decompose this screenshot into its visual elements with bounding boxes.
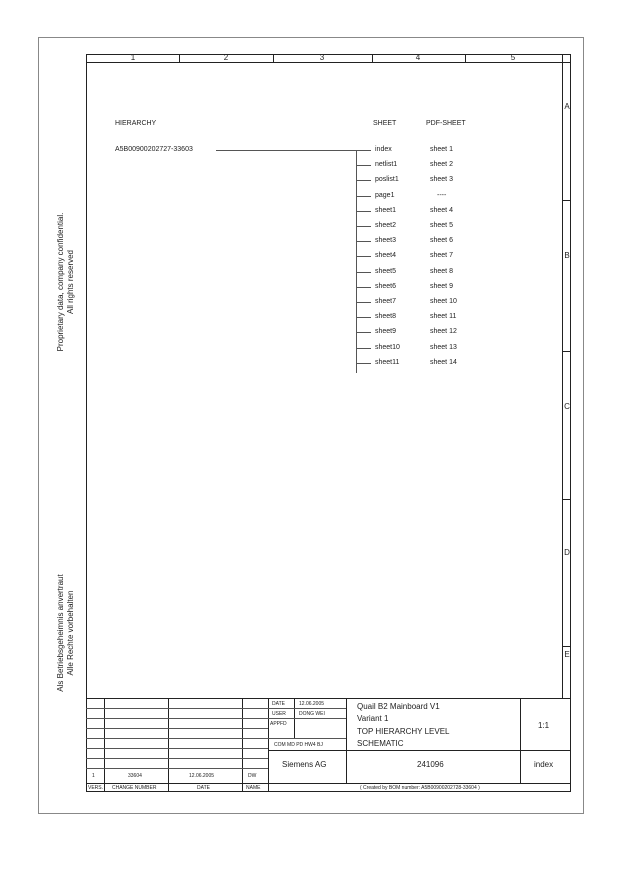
pdf-sheet-entry: ---- [437,191,447,199]
confidential-notice-en [56,202,76,362]
confidential-line-2: All rights reserved [66,249,75,315]
row-letter-d: D [564,548,570,557]
column-number-4: 4 [415,53,421,62]
user-value: DONG WEI [299,711,325,717]
column-divider [465,54,466,62]
rev-change-number-value: 33604 [128,773,142,779]
pdf-sheet-entry: sheet 13 [430,343,457,351]
hierarchy-heading: HIERARCHY [115,120,157,127]
sheet-entry: sheet3 [375,237,397,245]
tree-branch [356,256,371,257]
sheet-entry: sheet7 [375,298,397,305]
hierarchy-root: A5B00900202727-33603 [115,146,193,153]
sheet-entry: sheet11 [375,358,400,366]
rev-col-divider [268,698,269,792]
sheet-entry: sheet8 [375,313,397,321]
sheet-entry: netlist1 [375,161,398,169]
rev-row-line [86,748,268,749]
rev-row-line [86,768,268,769]
rev-row-line [86,738,268,739]
pdf-sheet-heading: PDF-SHEET [426,120,466,127]
tree-branch [356,180,371,181]
row-divider [562,646,571,647]
tree-branch [356,150,371,151]
rev-name-value: DW [248,773,257,779]
meta-row-line [268,708,346,709]
pdf-sheet-entry: sheet 6 [430,237,453,245]
pdf-sheet-entry: sheet 3 [430,176,453,184]
pdf-sheet-entry: sheet 9 [430,282,453,290]
rev-row-line [86,758,268,759]
root-connector [216,150,356,151]
row-letter-e: E [564,650,570,659]
rev-row-line [86,708,268,709]
tree-branch [356,272,371,273]
tree-branch [356,211,371,212]
meta-col-divider [346,698,347,783]
pdf-sheet-entry: sheet 11 [430,313,457,321]
column-divider [372,54,373,62]
rev-date-value: 12.06.2005 [189,773,215,779]
user-label: USER [272,711,286,717]
title-block-top [86,698,571,699]
sheet-heading: SHEET [373,120,397,127]
created-by-note: ( Created by BOM number: A5B00900202728-33604 ) [360,785,480,791]
title-line-1: Quail B2 Mainboard V1 [357,702,440,711]
scale-col-divider [520,698,521,783]
column-divider [562,54,563,62]
company-name: Siemens AG [282,760,327,769]
tree-branch [356,348,371,349]
tree-trunk [356,150,357,373]
tree-branch [356,287,371,288]
rev-col-divider [168,698,169,792]
column-divider [273,54,274,62]
title-line-2: Variant 1 [357,714,389,723]
title-line-3: TOP HIERARCHY LEVEL [357,727,450,736]
pdf-sheet-entry: sheet 14 [430,358,457,366]
sheet-entry: poslist1 [375,176,399,184]
confidential-notice-de [56,568,76,698]
rev-name-header: NAME [246,785,261,791]
row-divider [562,200,571,201]
rev-change-number-header: CHANGE NUMBER [112,785,157,791]
confidential-line-1: Proprietary data, company confidential. [56,212,65,352]
rev-row-line [86,718,268,719]
appfd-label: APPFD [270,721,287,727]
row-letter-b: B [564,251,570,260]
tree-branch [356,196,371,197]
title-block-footer-line [86,783,571,784]
sheet-entry: sheet1 [375,206,397,214]
row-divider [562,351,571,352]
drawing-number: 241096 [417,760,444,769]
column-number-5: 5 [510,53,516,62]
column-strip-line [86,62,571,63]
tree-branch [356,241,371,242]
pdf-sheet-entry: sheet 7 [430,252,453,260]
sheet-entry: sheet6 [375,282,397,290]
pdf-sheet-entry: sheet 1 [430,146,453,153]
pdf-sheet-entry: sheet 10 [430,298,457,305]
rev-col-divider [242,698,243,792]
sheet-entry: sheet2 [375,222,397,229]
column-number-2: 2 [223,53,229,62]
rev-col-divider [104,698,105,792]
row-letter-a: A [564,102,570,111]
pdf-sheet-entry: sheet 5 [430,222,453,229]
department: COM MD PD HW4 BJ [274,742,323,748]
rev-row-line [86,728,268,729]
date-value: 12.06.2005 [299,701,325,707]
row-strip-line [562,62,563,698]
row-letter-c: C [564,402,570,411]
column-number-1: 1 [130,53,136,62]
sheet-entry: page1 [375,191,395,199]
scale: 1:1 [538,721,550,730]
pdf-sheet-entry: sheet 2 [430,161,453,169]
tree-branch [356,363,371,364]
meta-row-line [268,738,346,739]
tree-branch [356,165,371,166]
confidential-line-de-1: Als Betriebsgeheimnis anvertraut [56,574,65,692]
tree-branch [356,226,371,227]
sheet-entry: index [375,146,392,153]
sheet-entry: sheet9 [375,328,397,336]
drawing-frame [86,54,571,792]
row-divider [562,499,571,500]
pdf-sheet-entry: sheet 12 [430,328,457,336]
date-label: DATE [272,701,285,707]
pdf-sheet-entry: sheet 4 [430,206,453,214]
meta-row-line [268,718,346,719]
title-line-4: SCHEMATIC [357,739,404,748]
pdf-sheet-entry: sheet 8 [430,267,453,275]
tree-branch [356,317,371,318]
rev-vers-value: 1 [92,773,95,779]
sheet-entry: sheet5 [375,267,397,275]
title-block-mid-line [268,750,571,751]
sheet-entry: sheet4 [375,252,397,260]
column-number-3: 3 [319,53,325,62]
sheet-name: index [534,760,554,769]
confidential-line-de-2: Alle Rechte vorbehalten [66,590,75,676]
rev-vers-header: VERS. [88,785,104,791]
tree-branch [356,302,371,303]
tree-branch [356,332,371,333]
column-divider [179,54,180,62]
rev-date-header: DATE [197,785,210,791]
sheet-entry: sheet10 [375,343,400,351]
